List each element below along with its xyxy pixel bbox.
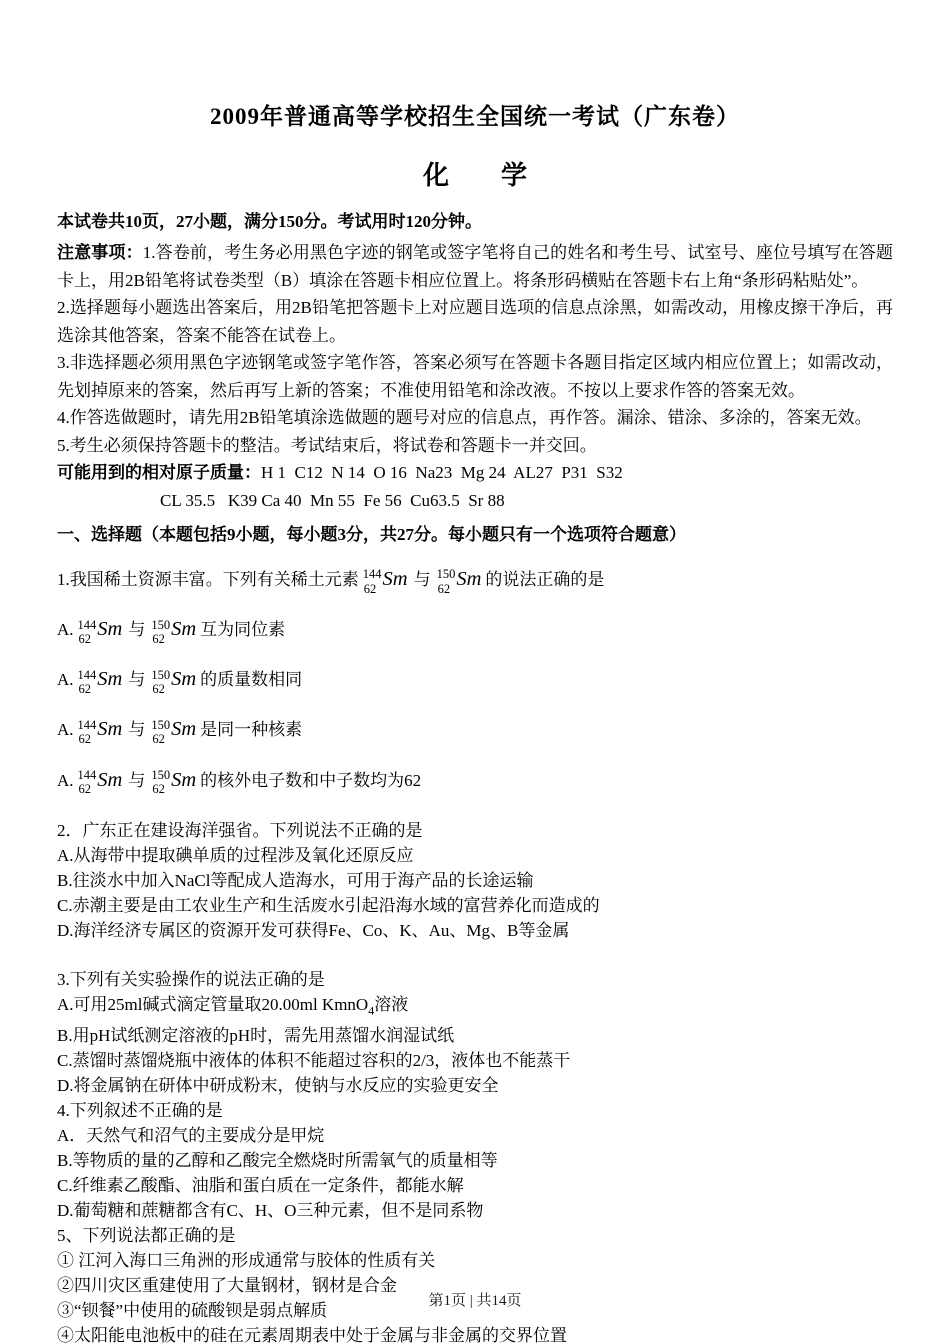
isotope-notation: 150 62 Sm bbox=[151, 667, 197, 696]
isotope-notation: 150 62 Sm bbox=[151, 717, 197, 747]
question-2-option: D.海洋经济专属区的资源开发可获得Fe、Co、K、Au、Mg、B等金属 bbox=[57, 920, 570, 940]
section-1-header: 一、选择题（本题包括9小题，每小题3分，共27分。每小题只有一个选项符合题意） bbox=[57, 525, 686, 544]
question-5-item: ④太阳能电池板中的硅在元素周期表中处于金属与非金属的交界位置 bbox=[57, 1326, 567, 1344]
question-1-option: A. 144 62 Sm 与 150 62 Sm 是同一种核素 bbox=[57, 717, 303, 747]
question-4-stem: 4.下列叙述不正确的是 bbox=[57, 1101, 223, 1121]
notice-paragraph-4: 4.作答选做题时，请先用2B铅笔填涂选做题的题号对应的信息点，再作答。漏涂、错涂、多涂的，答案无效。 bbox=[57, 408, 872, 427]
question-3-option: C.蒸馏时蒸馏烧瓶中液体的体积不能超过容积的2/3，液体也不能蒸干 bbox=[57, 1051, 571, 1071]
question-4-option: D.葡萄糖和蔗糖都含有C、H、O三种元素，但不是同系物 bbox=[57, 1201, 484, 1221]
question-3-option: B.用pH试纸测定溶液的pH时，需先用蒸馏水润湿试纸 bbox=[57, 1026, 455, 1046]
subject-title: 化 学 bbox=[422, 161, 527, 190]
isotope-notation: 144 62 Sm bbox=[77, 717, 123, 747]
isotope-notation: 144 62 Sm bbox=[77, 767, 123, 797]
atomic-mass-line-1 bbox=[57, 459, 893, 487]
isotope-notation: 144 62 Sm bbox=[362, 567, 408, 596]
notice-label: 注意事项： bbox=[57, 243, 143, 262]
question-1-option: A. 144 62 Sm 与 150 62 Sm 的质量数相同 bbox=[57, 667, 303, 696]
question-5 bbox=[57, 1223, 893, 1344]
notice-paragraph-2: 2.选择题每小题选出答案后，用2B铅笔把答题卡上对应题目选项的信息点涂黑，如需改动，用橡皮擦干净后，再选涂其他答案，答案不能答在试卷上。 bbox=[57, 298, 893, 345]
notice-item: 1.答卷前，考生务必用黑色字迹的钢笔或签字笔将自己的姓名和考生号、试室号、座位号填写在答题卡上，用2B铅笔将试卷类型（B）填涂在答题卡相应位置上。将条形码横贴在答题卡右上角“条形码粘贴处”。 bbox=[57, 243, 894, 290]
question-2-stem: 2．广东正在建设海洋强省。下列说法不正确的是 bbox=[57, 820, 423, 840]
question-4-option: B.等物质的量的乙醇和乙酸完全燃烧时所需氧气的质量相等 bbox=[57, 1151, 498, 1171]
blank-spacer bbox=[57, 943, 893, 967]
question-3-stem: 3.下列有关实验操作的说法正确的是 bbox=[57, 969, 325, 989]
question-2 bbox=[57, 818, 893, 943]
question-1-option: A. 144 62 Sm 与 150 62 Sm 互为同位素 bbox=[57, 617, 286, 646]
isotope-notation: 144 62 Sm bbox=[77, 617, 123, 646]
question-3-option: A.可用25ml碱式滴定管量取20.00ml KmnO$_4$溶液 bbox=[57, 994, 409, 1018]
question-2-option: A.从海带中提取碘单质的过程涉及氧化还原反应 bbox=[57, 845, 414, 865]
exam-title: 2009年普通高等学校招生全国统一考试（广东卷） bbox=[210, 104, 740, 129]
question-3 bbox=[57, 967, 893, 1098]
question-4-option: C.纤维素乙酸酯、油脂和蛋白质在一定条件，都能水解 bbox=[57, 1176, 464, 1196]
isotope-notation: 150 62 Sm bbox=[151, 767, 197, 797]
isotope-notation: 144 62 Sm bbox=[77, 667, 123, 696]
formula-subscript: 4 bbox=[368, 1003, 375, 1018]
question-2-option: C.赤潮主要是由工农业生产和生活废水引起沿海水域的富营养化而造成的 bbox=[57, 895, 600, 915]
question-4-option: A．天然气和沼气的主要成分是甲烷 bbox=[57, 1126, 325, 1146]
notice-paragraph-5: 5.考生必须保持答题卡的整洁。考试结束后，将试卷和答题卡一并交回。 bbox=[57, 435, 597, 455]
isotope-notation: 150 62 Sm bbox=[436, 567, 482, 596]
atomic-mass-line-2: CL 35.5 K39 Ca 40 Mn 55 Fe 56 Cu63.5 Sr 88 bbox=[160, 490, 505, 510]
isotope-notation: 150 62 Sm bbox=[151, 617, 197, 646]
notice-paragraph-3: 3.非选择题必须用黑色字迹钢笔或签字笔作答，答案必须写在答题卡各题目指定区域内相应位置上；如需改动，先划掉原来的答案，然后再写上新的答案；不准使用铅笔和涂改液。不按以上要求作答的答案无效。 bbox=[57, 353, 893, 400]
question-4 bbox=[57, 1098, 893, 1223]
question-5-item: ① 江河入海口三角洲的形成通常与胶体的性质有关 bbox=[57, 1251, 436, 1271]
question-3-option: D.将金属钠在研体中研成粉末，使钠与水反应的实验更安全 bbox=[57, 1076, 499, 1096]
notice-paragraph-1 bbox=[57, 239, 893, 294]
question-2-option: B.往淡水中加入NaCl等配成人造海水，可用于海产品的长途运输 bbox=[57, 870, 534, 890]
exam-info: 本试卷共10页，27小题，满分150分。考试用时120分钟。 bbox=[57, 212, 482, 231]
atomic-mass-label: 可能用到的相对原子质量： bbox=[57, 463, 261, 482]
question-1 bbox=[57, 567, 893, 797]
question-5-stem: 5、下列说法都正确的是 bbox=[57, 1226, 236, 1246]
question-5-item: ③“钡餐”中使用的硫酸钡是弱点解质 bbox=[57, 1301, 328, 1321]
question-5-item: ②四川灾区重建使用了大量钢材，钢材是合金 bbox=[57, 1276, 397, 1296]
page-footer: 第1页 | 共14页 bbox=[428, 1293, 522, 1309]
question-1-option: A. 144 62 Sm 与 150 62 Sm 的核外电子数和中子数均为62 bbox=[57, 767, 422, 797]
atomic-mass-values: H 1 C12 N 14 O 16 Na23 Mg 24 AL27 P31 S32 bbox=[261, 463, 623, 482]
question-1-stem: 1.我国稀土资源丰富。下列有关稀土元素 144 62 Sm 与 150 62 Sm 的说法正确的是 bbox=[57, 567, 605, 596]
